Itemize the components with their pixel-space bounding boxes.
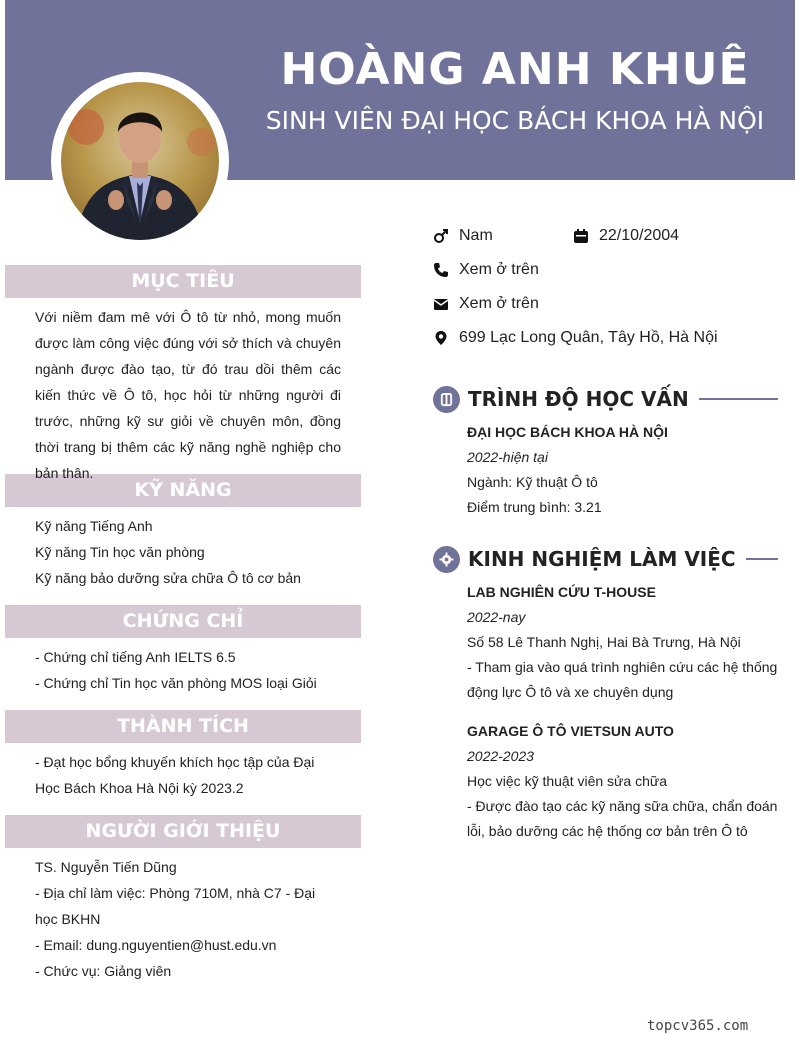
reference-workplace: - Địa chỉ làm việc: Phòng 710M, nhà C7 - Đại học BKHN	[35, 885, 316, 927]
gender-icon	[433, 228, 449, 244]
experience-header	[433, 542, 778, 576]
references-list	[5, 848, 361, 984]
skills-list	[5, 507, 361, 605]
section-title-references: NGƯỜI GIỚI THIỆU	[5, 815, 361, 848]
job-detail: Học việc kỹ thuật viên sửa chữa	[467, 773, 668, 789]
education-header	[433, 382, 778, 416]
company-name: LAB NGHIÊN CỨU T-HOUSE	[467, 584, 656, 600]
reference-name: TS. Nguyễn Tiến Dũng	[35, 859, 177, 875]
education-period: 2022-hiện tại	[467, 449, 548, 465]
info-row-personal	[433, 222, 778, 256]
birthday-info	[573, 222, 679, 250]
skill-item: Kỹ năng Tin học văn phòng	[35, 544, 205, 560]
book-icon	[433, 386, 460, 413]
job-period: 2022-nay	[467, 609, 526, 625]
gear-icon	[433, 546, 460, 573]
job-detail: Số 58 Lê Thanh Nghị, Hai Bà Trưng, Hà Nội	[467, 634, 741, 650]
education-major: Ngành: Kỹ thuật Ô tô	[467, 474, 598, 490]
info-row-address	[433, 324, 778, 358]
section-title-experience: KINH NGHIỆM LÀM VIỆC	[468, 547, 736, 571]
info-row-email	[433, 290, 778, 324]
phone-value: Xem ở trên	[459, 261, 539, 278]
reference-email: - Email: dung.nguyentien@hust.edu.vn	[35, 937, 277, 953]
section-title-achievements: THÀNH TÍCH	[5, 710, 361, 743]
job-detail: - Được đào tạo các kỹ năng sữa chữa, chẩn đoán lỗi, bảo dưỡng các hệ thống cơ bản trên Ô tô	[467, 798, 778, 839]
gender-value: Nam	[459, 227, 493, 244]
mail-icon	[433, 296, 449, 312]
phone-icon	[433, 262, 449, 278]
birthday-value: 22/10/2004	[599, 227, 680, 244]
section-title-skills: KỸ NĂNG	[5, 474, 361, 507]
gender-info	[433, 222, 493, 250]
reference-position: - Chức vụ: Giảng viên	[35, 963, 172, 979]
experience-entry	[433, 580, 778, 705]
address-value: 699 Lạc Long Quân, Tây Hồ, Hà Nội	[459, 329, 718, 346]
section-divider	[746, 558, 778, 560]
section-divider	[699, 398, 778, 400]
section-title-objective: MỤC TIÊU	[5, 265, 361, 298]
watermark: topcv365.com	[647, 1018, 749, 1034]
section-title-certificates: CHỨNG CHỈ	[5, 605, 361, 638]
certificate-item: - Chứng chỉ tiếng Anh IELTS 6.5	[35, 649, 236, 665]
certificate-item: - Chứng chỉ Tin học văn phòng MOS loại Giỏi	[35, 675, 317, 691]
phone-info	[433, 256, 539, 284]
info-row-phone	[433, 256, 778, 290]
candidate-subtitle: SINH VIÊN ĐẠI HỌC BÁCH KHOA HÀ NỘI	[265, 106, 765, 135]
certificates-list	[5, 638, 361, 710]
experience-entry	[433, 719, 778, 844]
company-name: GARAGE Ô TÔ VIETSUN AUTO	[467, 723, 674, 739]
school-name: ĐẠI HỌC BÁCH KHOA HÀ NỘI	[467, 424, 668, 440]
email-value: Xem ở trên	[459, 295, 539, 312]
job-period: 2022-2023	[467, 748, 534, 764]
education-gpa: Điểm trung bình: 3.21	[467, 499, 602, 515]
calendar-icon	[573, 228, 589, 244]
left-column	[5, 265, 361, 984]
avatar	[61, 82, 219, 240]
objective-text: Với niềm đam mê với Ô tô từ nhỏ, mong muốn được làm công việc đúng với sở thích và chuyên ngành được đào tạo, từ đó trau dồi thêm các kiến thức về Ô tô, học hỏi từ những người đi trước, những kỹ sư giỏi về chuyên môn, đồng thời trang bị thêm các kỹ năng nghề nghiệp cho bản thân.	[35, 309, 341, 481]
section-title-education: TRÌNH ĐỘ HỌC VẤN	[468, 387, 689, 411]
candidate-name: HOÀNG ANH KHUÊ	[280, 44, 750, 95]
skill-item: Kỹ năng Tiếng Anh	[35, 518, 153, 534]
education-entry	[433, 420, 778, 520]
location-pin-icon	[433, 330, 449, 346]
address-info	[433, 324, 718, 352]
achievements-text: - Đạt học bổng khuyến khích học tập của Đại Học Bách Khoa Hà Nội kỳ 2023.2	[35, 754, 315, 796]
email-info	[433, 290, 539, 318]
job-detail: - Tham gia vào quá trình nghiên cứu các hệ thống động lực Ô tô và xe chuyên dụng	[467, 659, 778, 700]
skill-item: Kỹ năng bảo dưỡng sửa chữa Ô tô cơ bản	[35, 570, 301, 586]
right-column	[433, 222, 778, 844]
